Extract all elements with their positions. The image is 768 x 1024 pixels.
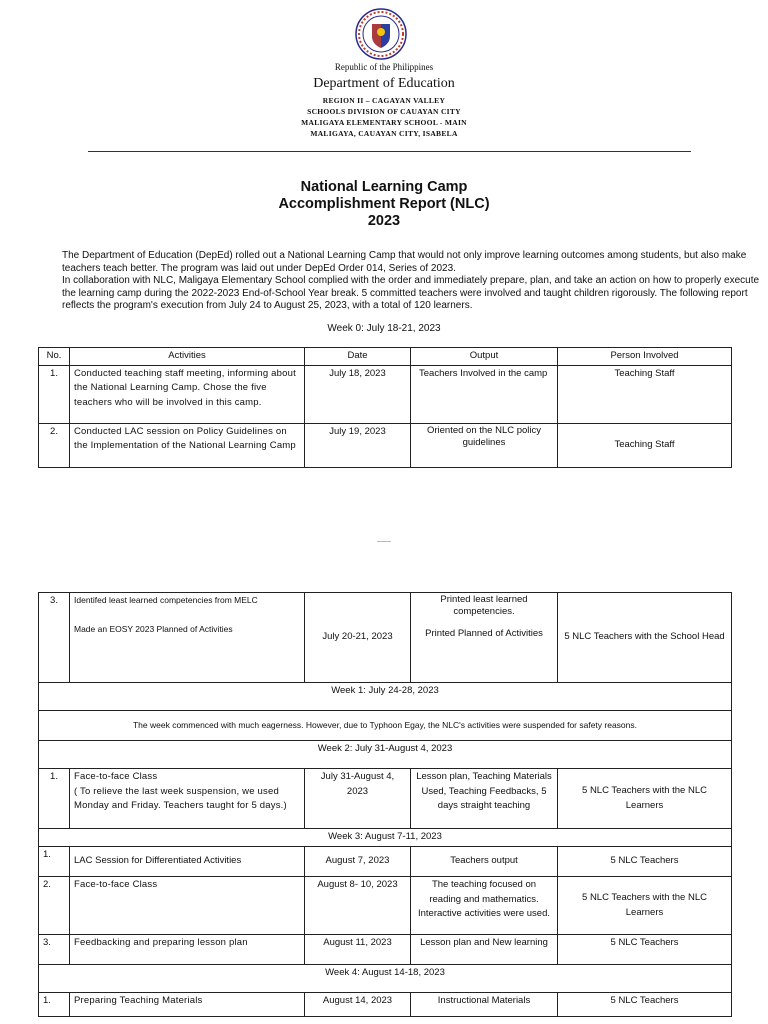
table-row: [39, 769, 732, 829]
row-number: 1.: [39, 769, 70, 829]
table-row: [39, 847, 732, 877]
row-output: Lesson plan and New learning: [411, 935, 558, 965]
row-date: July 20-21, 2023: [305, 593, 411, 683]
table-row: [39, 935, 732, 965]
row-output: Lesson plan, Teaching Materials Used, Teaching Feedbacks, 5 days straight teaching: [411, 769, 558, 829]
row-number: 3.: [39, 593, 70, 683]
republic-label: Republic of the Philippines: [334, 62, 434, 72]
row-person: Teaching Staff: [558, 365, 732, 423]
week-row: [39, 829, 732, 847]
row-person: 5 NLC Teachers: [558, 935, 732, 965]
week-row: [39, 741, 732, 769]
intro-paragraph-2: In collaboration with NLC, Maligaya Elementary School complied with the order and immediately prepare, plan, and take an action on how to properly execute the learning camp during the 2022-2023 End-of-School Year break. 5 committed teachers were involved and taught children rigorously. The following report reflects the program's execution from July 24 to August 25, 2023, with a total of 120 learners.: [62, 275, 760, 312]
table-header-row: [39, 348, 732, 366]
row-date: August 8- 10, 2023: [305, 877, 411, 935]
row-number: 1.: [39, 993, 70, 1017]
address-label: MALIGAYA, CAUAYAN CITY, ISABELA: [310, 129, 458, 138]
report-title-line2: Accomplishment Report (NLC): [278, 196, 490, 212]
table-row: [39, 593, 732, 683]
school-label: MALIGAYA ELEMENTARY SCHOOL - MAIN: [301, 118, 467, 127]
row-number: 2.: [39, 877, 70, 935]
row-date: August 11, 2023: [305, 935, 411, 965]
col-header-person: Person Involved: [558, 348, 732, 366]
col-header-no: No.: [39, 348, 70, 366]
note-row: [39, 711, 732, 741]
week0-label: Week 0: July 18-21, 2023: [327, 323, 441, 334]
row-output: Teachers Involved in the camp: [411, 365, 558, 423]
row-number: 3.: [39, 935, 70, 965]
row-output: [411, 593, 558, 683]
week-row: [39, 683, 732, 711]
row-person: 5 NLC Teachers: [558, 993, 732, 1017]
row-date: July 19, 2023: [305, 423, 411, 467]
week2-label: Week 2: July 31-August 4, 2023: [39, 741, 732, 769]
row-activity: Preparing Teaching Materials: [70, 993, 305, 1017]
row-person: 5 NLC Teachers with the NLC Learners: [558, 877, 732, 935]
deped-seal-logo: [355, 8, 407, 60]
table-row: [39, 877, 732, 935]
col-header-output: Output: [411, 348, 558, 366]
row-activity: Conducted teaching staff meeting, informing about the National Learning Camp. Chose the five teachers who will be involved in this camp.: [70, 365, 305, 423]
row-person: 5 NLC Teachers with the School Head: [558, 593, 732, 683]
row-number: 2.: [39, 423, 70, 467]
division-label: SCHOOLS DIVISION OF CAUAYAN CITY: [307, 107, 461, 116]
week3-label: Week 3: August 7-11, 2023: [39, 829, 732, 847]
row-activity: [70, 593, 305, 683]
week0-table: [38, 347, 732, 468]
week4-label: Week 4: August 14-18, 2023: [39, 965, 732, 993]
row-activity: Face-to-face Class ( To relieve the last week suspension, we used Monday and Friday. Teachers taught for 5 days.): [70, 769, 305, 829]
row-date: August 14, 2023: [305, 993, 411, 1017]
row-date: July 31-August 4, 2023: [305, 769, 411, 829]
row-output: Teachers output: [411, 847, 558, 877]
row-output: The teaching focused on reading and mathematics. Interactive activities were used.: [411, 877, 558, 935]
row-activity-part1: Identifed least learned competencies from MELC: [74, 595, 258, 605]
col-header-activities: Activities: [70, 348, 305, 366]
row-activity-part2: Made an EOSY 2023 Planned of Activities: [74, 624, 233, 634]
header-divider: [88, 151, 691, 152]
table-row: [39, 993, 732, 1017]
intro-paragraph-1: The Department of Education (DepEd) rolled out a National Learning Camp that would not only improve learning outcomes among students, but also make teachers teach better. The program was laid out under DepEd Order 014, Series of 2023.: [62, 250, 747, 274]
row-activity: Face-to-face Class: [70, 877, 305, 935]
row-output: Oriented on the NLC policy guidelines: [411, 423, 558, 467]
row-person: Teaching Staff: [558, 423, 732, 467]
col-header-date: Date: [305, 348, 411, 366]
row-date: July 18, 2023: [305, 365, 411, 423]
row-output-part2: Printed Planned of Activities: [425, 628, 543, 639]
row-activity: LAC Session for Differentiated Activities: [70, 847, 305, 877]
week1-note: The week commenced with much eagerness. However, due to Typhoon Egay, the NLC's activities were suspended for safety reasons.: [39, 711, 732, 741]
row-output-part1: Printed least learned competencies.: [440, 594, 528, 617]
report-title-line1: National Learning Camp: [300, 179, 468, 195]
table-row: [39, 365, 732, 423]
row-date: August 7, 2023: [305, 847, 411, 877]
row-number: 1.: [39, 365, 70, 423]
department-label: Department of Education: [313, 76, 455, 91]
week1-label: Week 1: July 24-28, 2023: [39, 683, 732, 711]
region-label: REGION II – CAGAYAN VALLEY: [322, 96, 446, 105]
row-output: Instructional Materials: [411, 993, 558, 1017]
row-number: 1.: [39, 847, 70, 877]
week-row: [39, 965, 732, 993]
table-row: [39, 423, 732, 467]
row-activity: Conducted LAC session on Policy Guidelines on the Implementation of the National Learning Camp: [70, 423, 305, 467]
weekly-activities-table: [38, 592, 732, 1017]
row-person: 5 NLC Teachers with the NLC Learners: [558, 769, 732, 829]
page-break-mark: [377, 541, 391, 542]
row-person: 5 NLC Teachers: [558, 847, 732, 877]
row-activity: Feedbacking and preparing lesson plan: [70, 935, 305, 965]
report-title-year: 2023: [367, 213, 401, 229]
